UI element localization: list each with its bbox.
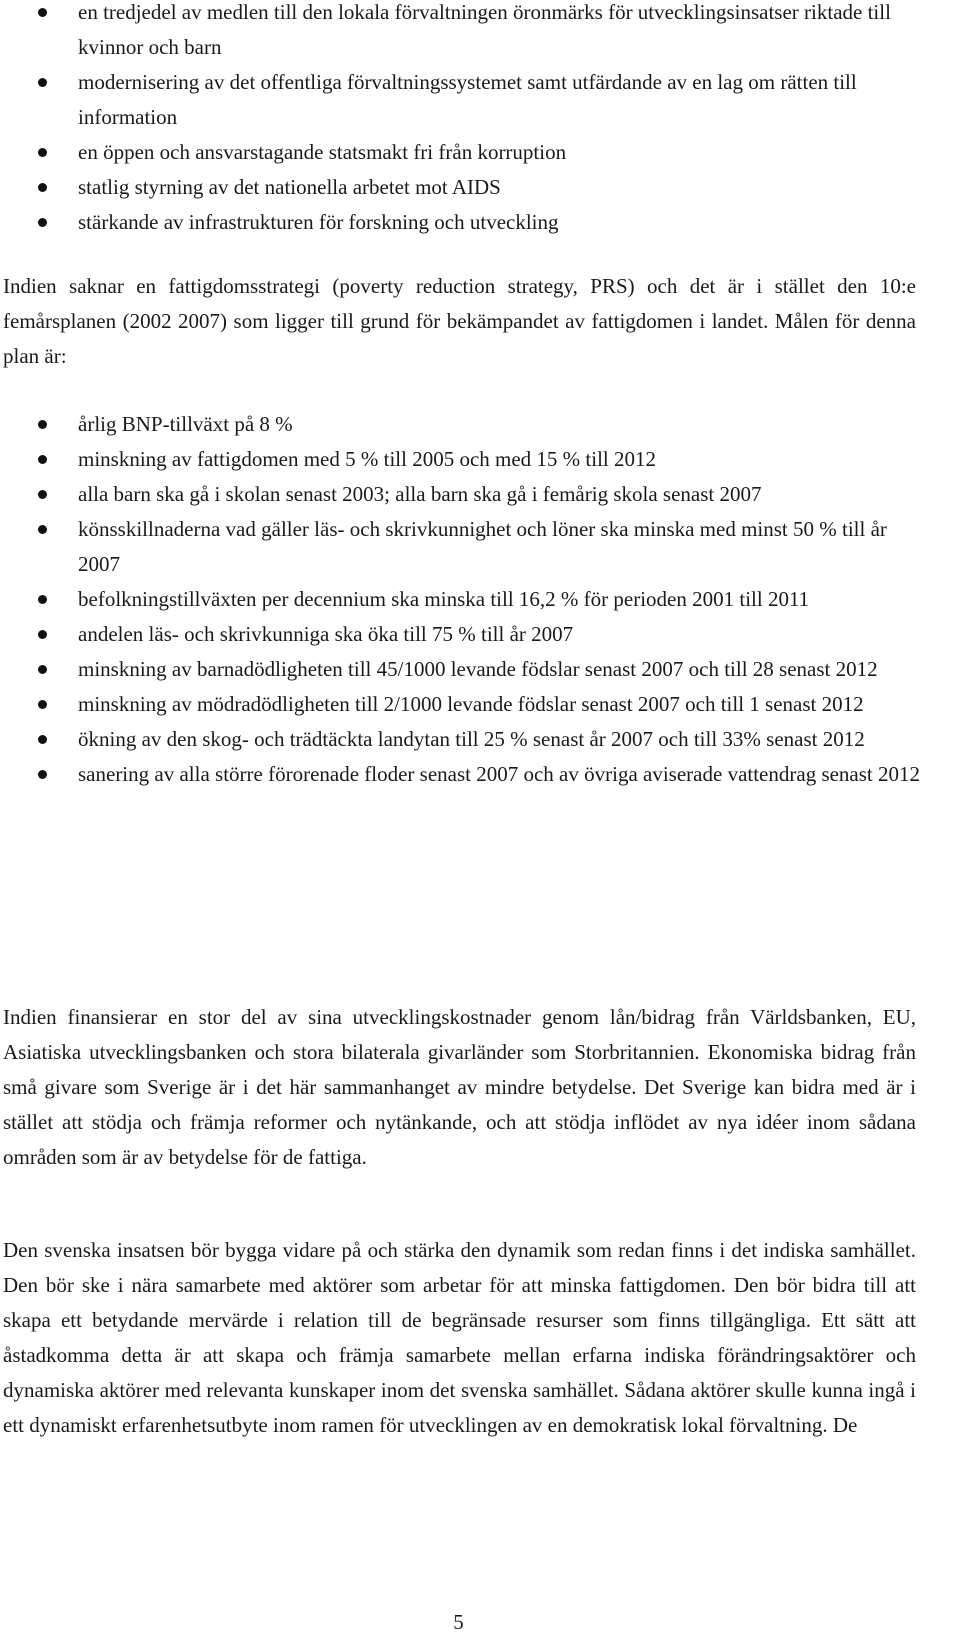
- list-item-text: befolkningstillväxten per decennium ska minska till 16,2 % för perioden 2001 till 2011: [78, 587, 810, 611]
- bullet-icon: [38, 218, 47, 227]
- list-item: [0, 407, 960, 442]
- list-item-text: en tredjedel av medlen till den lokala förvaltningen öronmärks för utvecklingsinsatser riktade till kvinnor och barn: [78, 0, 891, 59]
- list-item-text: statlig styrning av det nationella arbetet mot AIDS: [78, 175, 501, 199]
- list-item-text: modernisering av det offentliga förvaltningssystemet samt utfärdande av en lag om rätten till information: [78, 70, 857, 129]
- list-item: [0, 512, 960, 582]
- list-item-text: könsskillnaderna vad gäller läs- och skrivkunnighet och löner ska minska med minst 50 % till år 2007: [78, 517, 887, 576]
- list-item-text: andelen läs- och skrivkunniga ska öka till 75 % till år 2007: [78, 622, 574, 646]
- page-number: 5: [453, 1610, 464, 1634]
- list-item-text: ökning av den skog- och trädtäckta landytan till 25 % senast år 2007 och till 33% senast 2012: [78, 727, 865, 751]
- bullet-list-plan-goals: [0, 407, 960, 792]
- bullet-icon: [38, 8, 47, 17]
- list-item: [0, 0, 960, 65]
- list-item-text: en öppen och ansvarstagande statsmakt fri från korruption: [78, 140, 567, 164]
- list-item: [0, 135, 960, 170]
- paragraph-poverty-strategy: Indien saknar en fattigdomsstrategi (poverty reduction strategy, PRS) och det är i stället den 10:e femårsplanen (2002 2007) som ligger till grund för bekämpandet av fattigdomen i landet. Målen för denna plan är:: [3, 274, 916, 368]
- bullet-icon: [38, 665, 47, 674]
- bullet-icon: [38, 770, 47, 779]
- bullet-icon: [38, 148, 47, 157]
- list-item: [0, 687, 960, 722]
- list-item: [0, 652, 960, 687]
- bullet-icon: [38, 525, 47, 534]
- bullet-icon: [38, 78, 47, 87]
- list-item-text: alla barn ska gå i skolan senast 2003; alla barn ska gå i femårig skola senast 2007: [78, 482, 762, 506]
- paragraph-swedish-contribution: Den svenska insatsen bör bygga vidare på och stärka den dynamik som redan finns i det indiska samhället. Den bör ske i nära samarbete med aktörer som arbetar för att minska fattigdomen. Den bör bidra till att skapa ett betydande mervärde i relation till de begränsade resurser som finns tillgängliga. Ett sätt att åstadkomma detta är att skapa och främja samarbete mellan erfarna indiska förändringsaktörer och dynamiska aktörer med relevanta kunskaper inom det svenska samhället. Sådana aktörer skulle kunna ingå i ett dynamiskt erfarenhetsutbyte inom ramen för utvecklingen av en demokratisk lokal förvaltning. De: [3, 1238, 916, 1437]
- list-item: [0, 617, 960, 652]
- list-item-text: stärkande av infrastrukturen för forskning och utveckling: [78, 210, 559, 234]
- list-item: [0, 477, 960, 512]
- bullet-icon: [38, 630, 47, 639]
- bullet-list-reforms: [0, 0, 960, 240]
- bullet-icon: [38, 183, 47, 192]
- list-item: [0, 442, 960, 477]
- list-item: [0, 722, 960, 757]
- list-item-text: årlig BNP-tillväxt på 8 %: [78, 412, 293, 436]
- list-item: [0, 582, 960, 617]
- list-item-text: minskning av fattigdomen med 5 % till 2005 och med 15 % till 2012: [78, 447, 657, 471]
- list-item: [0, 170, 960, 205]
- list-item: [0, 205, 960, 240]
- paragraph-financing: Indien finansierar en stor del av sina utvecklingskostnader genom lån/bidrag från Världsbanken, EU, Asiatiska utvecklingsbanken och stora bilaterala givarländer som Storbritannien. Ekonomiska bidrag från små givare som Sverige är i det här sammanhanget av mindre betydelse. Det Sverige kan bidra med är i stället att stödja och främja reformer och nytänkande, och att stödja inflödet av nya idéer inom sådana områden som är av betydelse för de fattiga.: [3, 1005, 916, 1169]
- list-item-text: minskning av mödradödligheten till 2/1000 levande födslar senast 2007 och till 1 senast 2012: [78, 692, 864, 716]
- bullet-icon: [38, 700, 47, 709]
- bullet-icon: [38, 455, 47, 464]
- list-item-text: sanering av alla större förorenade floder senast 2007 och av övriga aviserade vattendrag senast 2012: [78, 762, 921, 786]
- list-item: [0, 65, 960, 135]
- bullet-icon: [38, 595, 47, 604]
- bullet-icon: [38, 735, 47, 744]
- list-item-text: minskning av barnadödligheten till 45/1000 levande födslar senast 2007 och till 28 senast 2012: [78, 657, 878, 681]
- bullet-icon: [38, 420, 47, 429]
- bullet-icon: [38, 490, 47, 499]
- list-item: [0, 757, 960, 792]
